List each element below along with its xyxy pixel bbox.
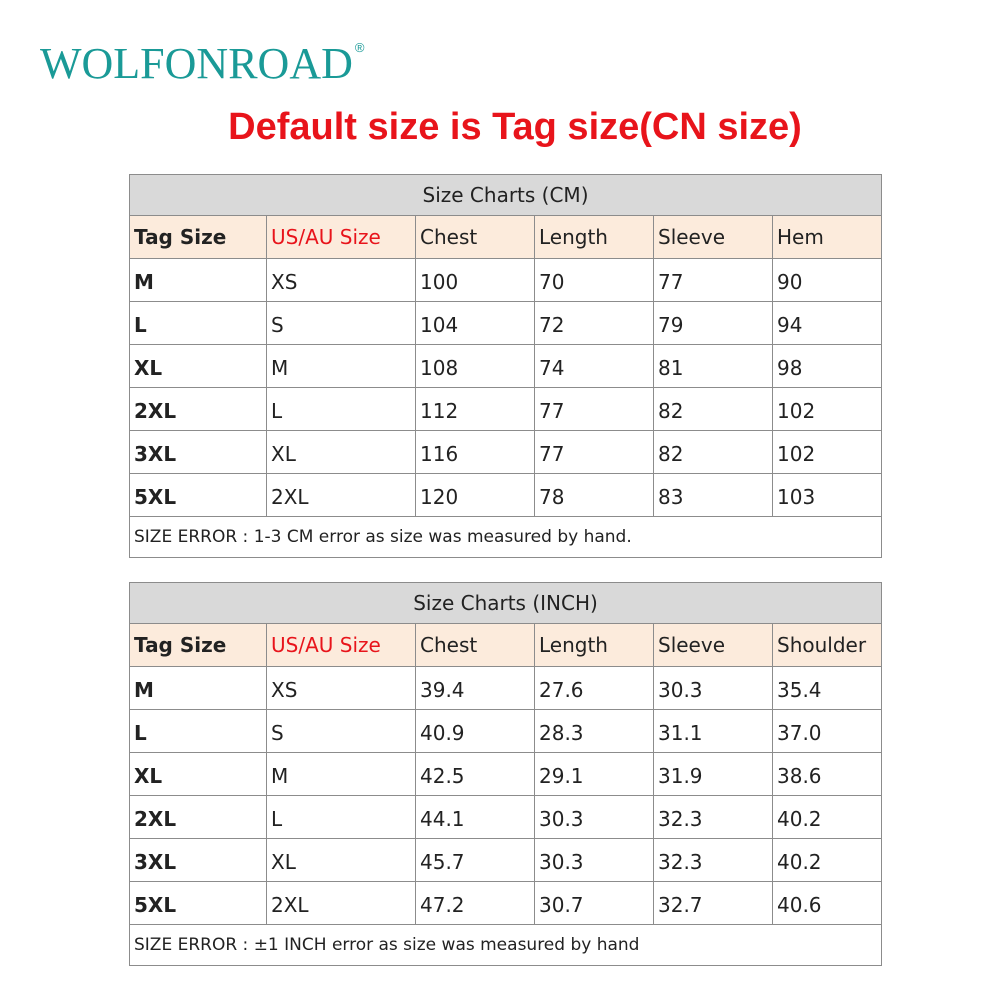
cell-us-au-size: XL <box>267 839 416 882</box>
cell-length: 29.1 <box>535 753 654 796</box>
column-header-sleeve: Sleeve <box>654 624 773 667</box>
table-row <box>130 839 882 882</box>
cell-chest: 100 <box>416 259 535 302</box>
cell-chest: 108 <box>416 345 535 388</box>
table-row <box>130 667 882 710</box>
cell-sleeve: 31.1 <box>654 710 773 753</box>
table-row <box>130 882 882 925</box>
cell-length: 70 <box>535 259 654 302</box>
cell-chest: 120 <box>416 474 535 517</box>
cell-us-au-size: XL <box>267 431 416 474</box>
cell-chest: 116 <box>416 431 535 474</box>
cell-us-au-size: M <box>267 345 416 388</box>
table-row <box>130 345 882 388</box>
cell-last-measure: 94 <box>773 302 882 345</box>
table-row <box>130 796 882 839</box>
cell-sleeve: 77 <box>654 259 773 302</box>
size-chart-inch <box>129 582 882 966</box>
table-row <box>130 431 882 474</box>
cell-last-measure: 37.0 <box>773 710 882 753</box>
registered-mark: ® <box>354 40 365 55</box>
table-title-row <box>130 175 882 216</box>
table-header-row <box>130 216 882 259</box>
column-header-last-measure: Shoulder <box>773 624 882 667</box>
cell-sleeve: 82 <box>654 431 773 474</box>
column-header-last-measure: Hem <box>773 216 882 259</box>
cell-last-measure: 40.6 <box>773 882 882 925</box>
page-headline: Default size is Tag size(CN size) <box>228 106 802 148</box>
column-header-sleeve: Sleeve <box>654 216 773 259</box>
cell-tag-size: 5XL <box>130 474 267 517</box>
cell-chest: 45.7 <box>416 839 535 882</box>
cell-tag-size: M <box>130 667 267 710</box>
table-row <box>130 388 882 431</box>
cell-length: 30.3 <box>535 796 654 839</box>
size-chart-cm <box>129 174 882 558</box>
cell-us-au-size: 2XL <box>267 882 416 925</box>
cell-sleeve: 82 <box>654 388 773 431</box>
cell-tag-size: 3XL <box>130 839 267 882</box>
column-header-length: Length <box>535 624 654 667</box>
cell-tag-size: 5XL <box>130 882 267 925</box>
cell-us-au-size: 2XL <box>267 474 416 517</box>
cell-last-measure: 102 <box>773 431 882 474</box>
cell-sleeve: 31.9 <box>654 753 773 796</box>
cell-us-au-size: M <box>267 753 416 796</box>
table-row <box>130 710 882 753</box>
column-header-us-au-size: US/AU Size <box>267 216 416 259</box>
cell-length: 78 <box>535 474 654 517</box>
cell-tag-size: XL <box>130 345 267 388</box>
column-header-us-au-size: US/AU Size <box>267 624 416 667</box>
cell-sleeve: 30.3 <box>654 667 773 710</box>
column-header-length: Length <box>535 216 654 259</box>
cell-last-measure: 98 <box>773 345 882 388</box>
cell-sleeve: 83 <box>654 474 773 517</box>
cell-sleeve: 32.3 <box>654 839 773 882</box>
table-title: Size Charts (CM) <box>130 175 882 216</box>
column-header-chest: Chest <box>416 216 535 259</box>
cell-chest: 39.4 <box>416 667 535 710</box>
cell-us-au-size: XS <box>267 667 416 710</box>
cell-last-measure: 38.6 <box>773 753 882 796</box>
table-title: Size Charts (INCH) <box>130 583 882 624</box>
cell-length: 77 <box>535 388 654 431</box>
cell-tag-size: XL <box>130 753 267 796</box>
size-error-note: SIZE ERROR : 1-3 CM error as size was measured by hand. <box>130 517 882 558</box>
size-error-note: SIZE ERROR : ±1 INCH error as size was measured by hand <box>130 925 882 966</box>
cell-length: 27.6 <box>535 667 654 710</box>
cell-length: 74 <box>535 345 654 388</box>
column-header-chest: Chest <box>416 624 535 667</box>
table-row <box>130 259 882 302</box>
brand-name: WOLFONROAD <box>40 39 353 88</box>
cell-length: 30.7 <box>535 882 654 925</box>
cell-us-au-size: S <box>267 302 416 345</box>
cell-chest: 112 <box>416 388 535 431</box>
cell-chest: 40.9 <box>416 710 535 753</box>
cell-us-au-size: L <box>267 388 416 431</box>
cell-length: 28.3 <box>535 710 654 753</box>
brand-logo <box>40 38 364 89</box>
size-error-note-row <box>130 517 882 558</box>
cell-length: 77 <box>535 431 654 474</box>
cell-tag-size: L <box>130 710 267 753</box>
table-row <box>130 474 882 517</box>
table-row <box>130 302 882 345</box>
cell-sleeve: 79 <box>654 302 773 345</box>
cell-sleeve: 32.3 <box>654 796 773 839</box>
cell-tag-size: 3XL <box>130 431 267 474</box>
cell-length: 72 <box>535 302 654 345</box>
column-header-tag-size: Tag Size <box>130 624 267 667</box>
cell-tag-size: 2XL <box>130 796 267 839</box>
cell-sleeve: 32.7 <box>654 882 773 925</box>
column-header-tag-size: Tag Size <box>130 216 267 259</box>
cell-last-measure: 103 <box>773 474 882 517</box>
cell-tag-size: M <box>130 259 267 302</box>
cell-length: 30.3 <box>535 839 654 882</box>
cell-chest: 42.5 <box>416 753 535 796</box>
cell-last-measure: 35.4 <box>773 667 882 710</box>
cell-us-au-size: L <box>267 796 416 839</box>
cell-chest: 47.2 <box>416 882 535 925</box>
cell-chest: 104 <box>416 302 535 345</box>
table-header-row <box>130 624 882 667</box>
cell-sleeve: 81 <box>654 345 773 388</box>
cell-last-measure: 40.2 <box>773 796 882 839</box>
cell-last-measure: 40.2 <box>773 839 882 882</box>
cell-tag-size: L <box>130 302 267 345</box>
size-error-note-row <box>130 925 882 966</box>
cell-us-au-size: XS <box>267 259 416 302</box>
cell-last-measure: 102 <box>773 388 882 431</box>
cell-tag-size: 2XL <box>130 388 267 431</box>
table-row <box>130 753 882 796</box>
cell-last-measure: 90 <box>773 259 882 302</box>
table-title-row <box>130 583 882 624</box>
cell-us-au-size: S <box>267 710 416 753</box>
cell-chest: 44.1 <box>416 796 535 839</box>
